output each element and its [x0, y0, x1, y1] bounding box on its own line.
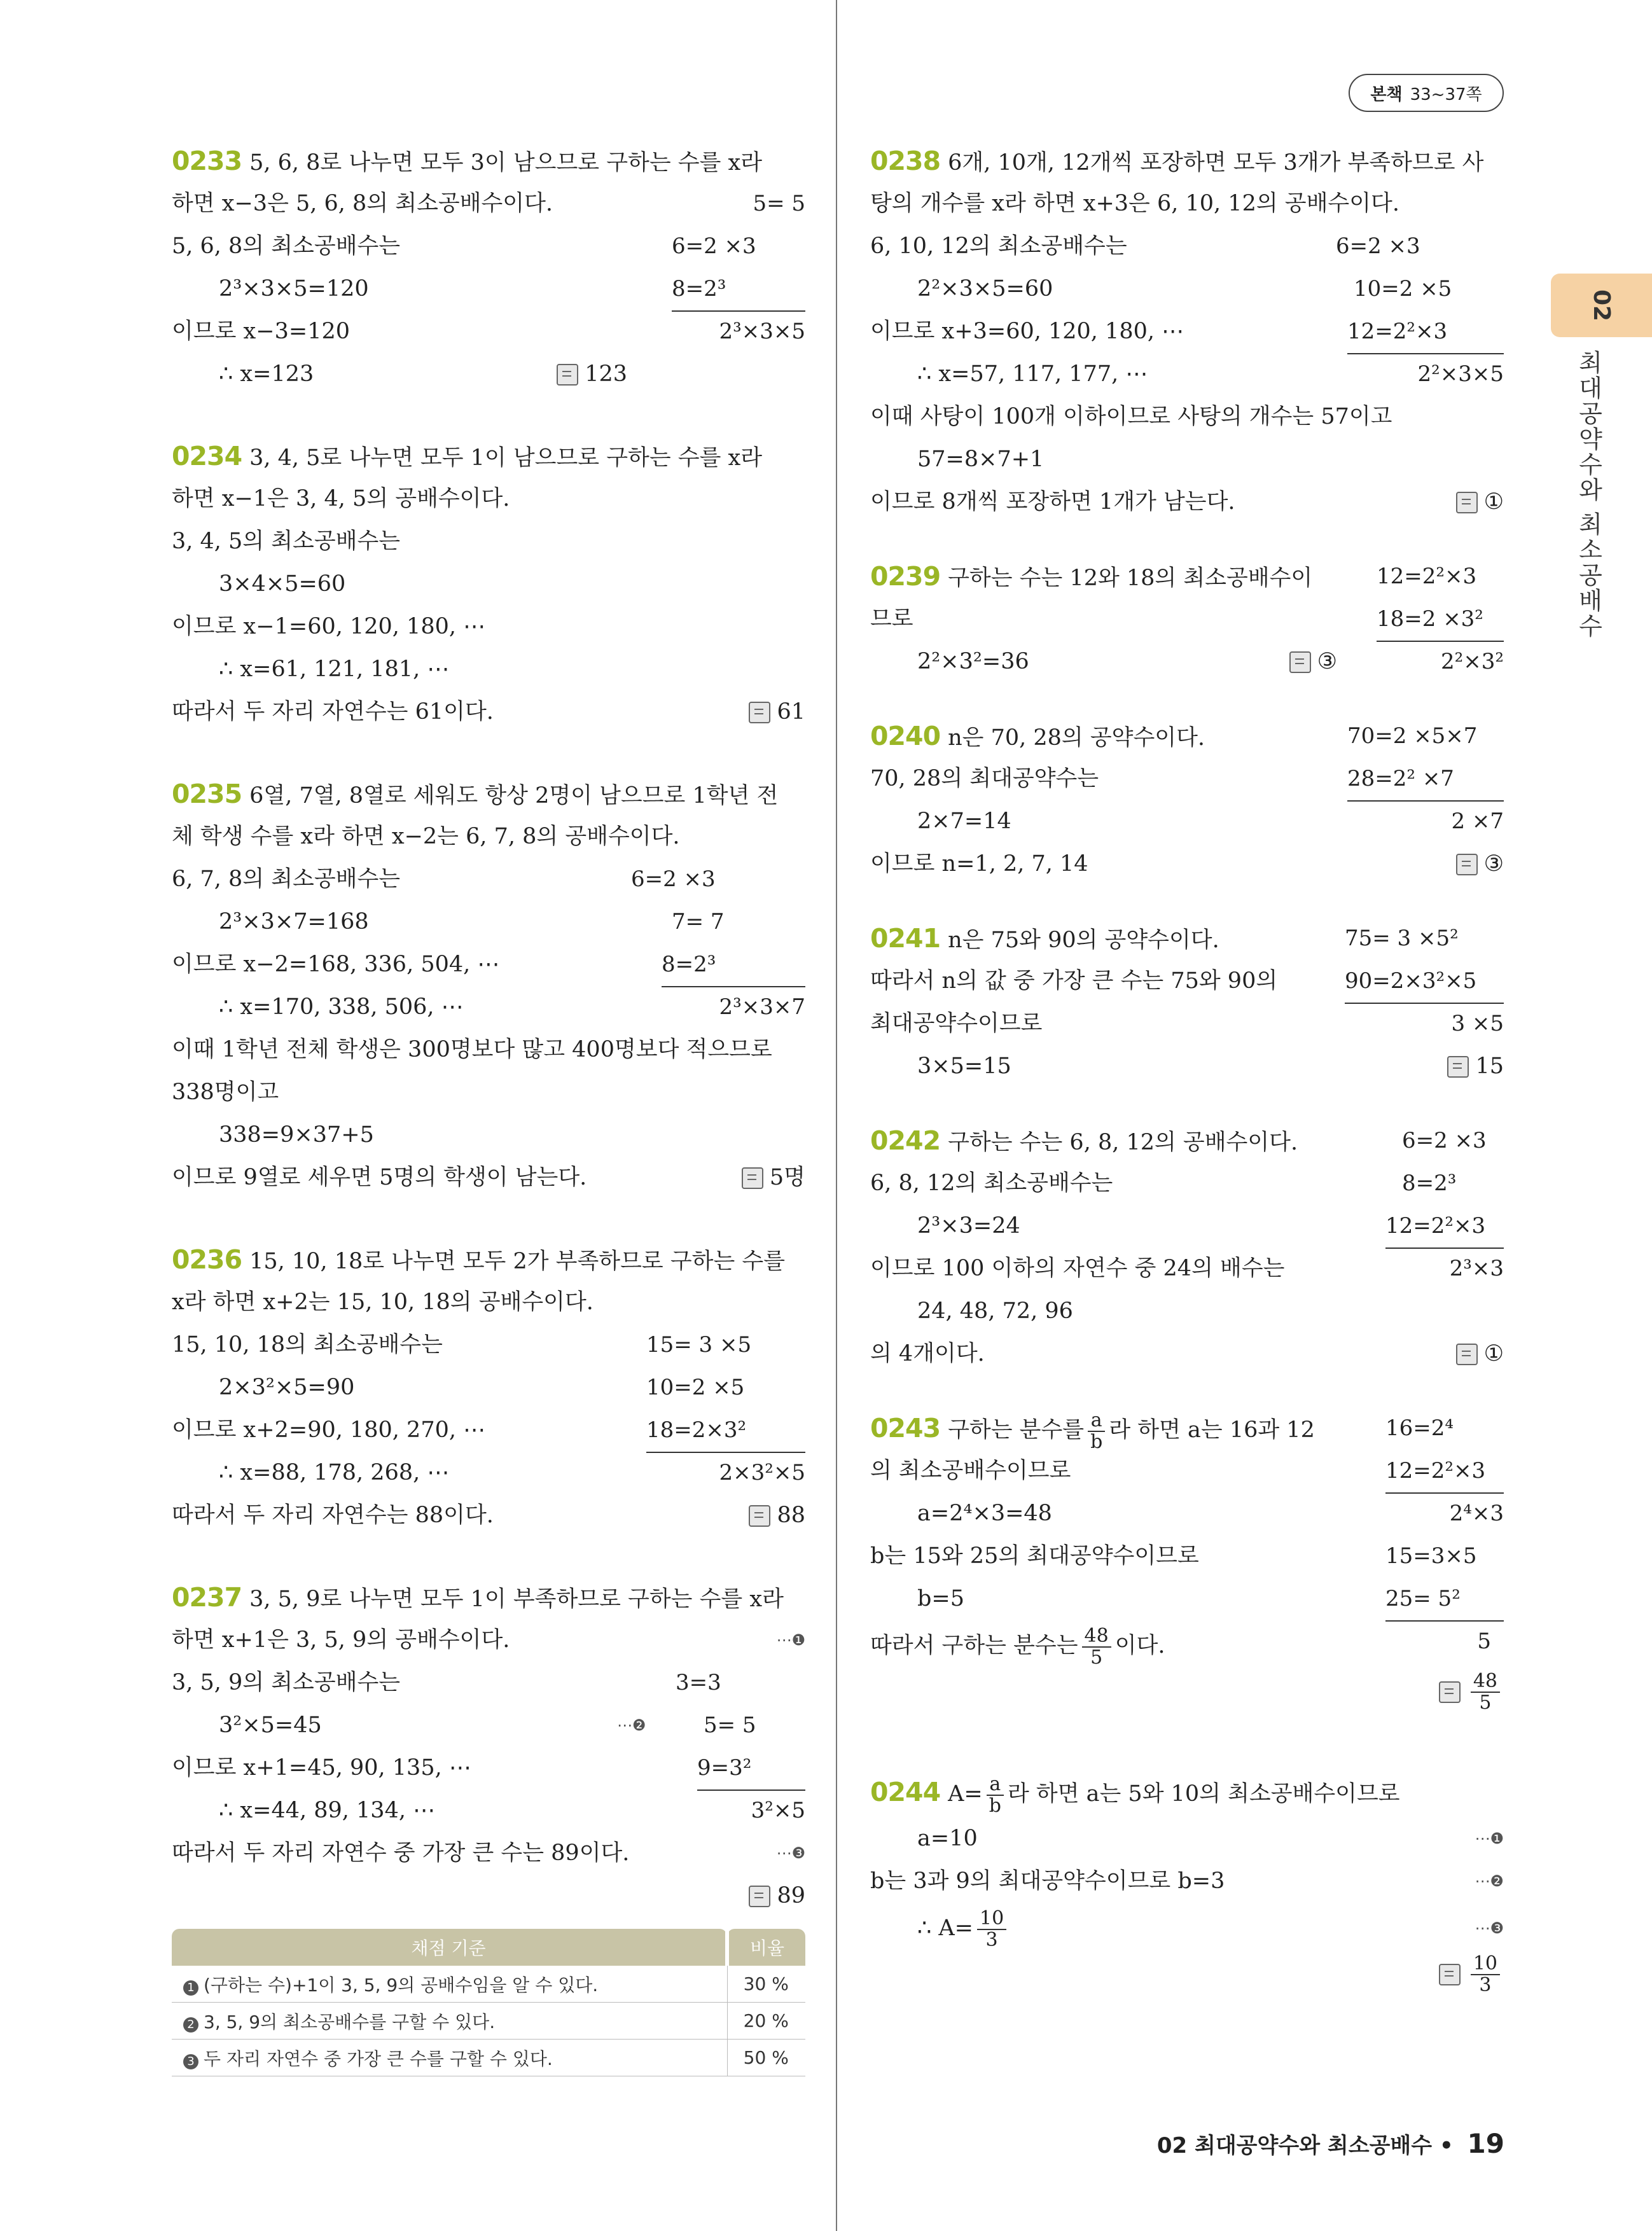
text-line: ∴ x=170, 338, 506, ⋯	[219, 994, 464, 1020]
fraction-a-over-b	[987, 1774, 1004, 1816]
factorization-result: 3 ×5	[1451, 1011, 1504, 1036]
factorization: 6=2 ×3	[1402, 1128, 1487, 1153]
text-line: 이다.	[1114, 1633, 1165, 1658]
text-line: 므로	[870, 606, 913, 632]
problem-0240	[870, 715, 1504, 886]
text-line: 이때 사탕이 100개 이하이므로 사탕의 개수는 57이고	[870, 404, 1392, 429]
factorization: 8=2³	[662, 943, 805, 987]
factorization: 8=2³	[672, 268, 805, 312]
denominator: b	[1090, 1430, 1103, 1453]
answer-icon	[1456, 492, 1478, 513]
factorization: 6=2 ×3	[1336, 233, 1420, 259]
chapter-number: 02	[1588, 289, 1614, 322]
fraction-result	[1082, 1626, 1111, 1667]
factorization-result: 2²×3²	[1440, 649, 1504, 674]
text-line: 2×7=14	[917, 809, 1011, 834]
text-line: ∴ x=61, 121, 181, ⋯	[219, 657, 450, 682]
footer-chapter: 02 최대공약수와 최소공배수	[1156, 2133, 1433, 2158]
column-divider	[836, 0, 837, 2231]
problem-0237	[172, 1576, 805, 2076]
answer-value: ①	[1483, 489, 1504, 515]
factorization: 15=3×5	[1385, 1543, 1477, 1569]
numerator: a	[1088, 1410, 1105, 1432]
step-marker-3: ⋯❸	[1475, 1919, 1504, 1937]
criteria-text: 두 자리 자연수 중 가장 큰 수를 구할 수 있다.	[204, 2048, 553, 2069]
answer-value: ③	[1317, 649, 1337, 674]
scoring-table	[172, 1929, 805, 2076]
text-line: a=2⁴×3=48	[917, 1501, 1052, 1526]
answer-icon	[1456, 1344, 1478, 1365]
problem-0233	[172, 140, 805, 396]
text-line: 338=9×37+5	[219, 1122, 374, 1148]
problem-number: 0236	[172, 1244, 242, 1275]
answer	[749, 691, 805, 733]
factorization: 12=2²×3	[1385, 1450, 1504, 1494]
factorization: 12=2²×3	[1385, 1205, 1504, 1249]
text-line: 하면 x+1은 3, 5, 9의 공배수이다.	[172, 1627, 510, 1653]
text-line: b=5	[917, 1586, 964, 1611]
step-marker-1: ⋯❶	[1475, 1830, 1504, 1847]
answer-value: 123	[585, 361, 627, 387]
problem-0238	[870, 140, 1504, 524]
denominator: 5	[1479, 1691, 1492, 1714]
page-range: 33~37쪽	[1410, 85, 1482, 104]
fraction-a-over-b	[1088, 1410, 1105, 1452]
criteria-header: 채점 기준	[172, 1929, 727, 1966]
problem-number: 0234	[172, 441, 242, 471]
text-line: 의 최소공배수이므로	[870, 1458, 1071, 1484]
text-line: 2²×3×5=60	[917, 276, 1053, 302]
text-line: 이므로 100 이하의 자연수 중 24의 배수는	[870, 1256, 1285, 1281]
denominator: 5	[1090, 1646, 1103, 1669]
fraction-result	[977, 1908, 1006, 1950]
answer	[749, 1875, 805, 1917]
text-line: 따라서 구하는 분수는	[870, 1633, 1078, 1658]
answer	[1456, 1333, 1504, 1375]
factorization: 12=2²×3	[1347, 310, 1504, 354]
step-circle-icon: 1	[183, 1980, 198, 1996]
factorization: 18=2×3²	[646, 1409, 805, 1453]
text-line: 구하는 수는 12와 18의 최소공배수이	[948, 566, 1313, 591]
text-line: ∴ x=57, 117, 177, ⋯	[917, 361, 1148, 387]
text-line: 3²×5=45	[219, 1713, 322, 1738]
text-line: 이때 1학년 전체 학생은 300명보다 많고 400명보다 적으므로	[172, 1037, 772, 1062]
problem-0234	[172, 435, 805, 733]
problem-number: 0242	[870, 1125, 941, 1156]
problem-0236	[172, 1239, 805, 1537]
text-line: 15, 10, 18로 나누면 모두 2가 부족하므로 구하는 수를	[249, 1249, 786, 1274]
text-line: 이므로 9열로 세우면 5명의 학생이 남는다.	[172, 1165, 587, 1190]
factorization-result: 2 ×7	[1451, 809, 1504, 834]
text-line: 3×4×5=60	[219, 571, 346, 597]
text-line: 하면 x−3은 5, 6, 8의 최소공배수이다.	[172, 191, 553, 216]
ratio-value: 50 %	[727, 2040, 805, 2076]
step-marker-2: ⋯❷	[1475, 1872, 1504, 1890]
factorization: 15= 3 ×5	[646, 1332, 752, 1358]
answer-icon	[1439, 1964, 1461, 1985]
factorization-result: 3²×5	[751, 1798, 805, 1823]
text-line: 2³×3=24	[917, 1213, 1020, 1239]
denominator: b	[989, 1794, 1001, 1817]
text-line: 이므로 x+2=90, 180, 270, ⋯	[172, 1417, 486, 1443]
answer-icon	[749, 702, 770, 723]
text-line: 3, 5, 9로 나누면 모두 1이 부족하므로 구하는 수를 x라	[249, 1587, 784, 1612]
factorization-result: 2⁴×3	[1449, 1501, 1504, 1526]
text-line: 따라서 두 자리 자연수는 61이다.	[172, 699, 494, 725]
table-row	[172, 2040, 805, 2076]
page-footer	[1157, 2128, 1504, 2159]
answer-icon	[1439, 1681, 1461, 1703]
text-line: 구하는 분수를	[948, 1417, 1085, 1443]
text-line: 3×5=15	[917, 1053, 1011, 1079]
text-line: 3, 4, 5로 나누면 모두 1이 남으므로 구하는 수를 x라	[249, 445, 763, 471]
text-line: 이므로 x−1=60, 120, 180, ⋯	[172, 614, 486, 639]
factorization: 70=2 ×5×7	[1347, 723, 1478, 749]
answer-value: 5명	[769, 1165, 805, 1190]
criteria-text: (구하는 수)+1이 3, 5, 9의 공배수임을 알 수 있다.	[204, 1974, 599, 1996]
factorization: 10=2 ×5	[1354, 276, 1452, 302]
problem-number: 0241	[870, 923, 941, 954]
factorization-result: 2³×3	[1449, 1256, 1504, 1281]
text-line: 3, 5, 9의 최소공배수는	[172, 1670, 401, 1695]
answer	[1447, 1045, 1504, 1088]
answer-fraction	[1471, 1671, 1500, 1713]
text-line: 의 4개이다.	[870, 1341, 985, 1366]
text-line: 체 학생 수를 x라 하면 x−2는 6, 7, 8의 공배수이다.	[172, 824, 680, 849]
answer-icon	[749, 1505, 770, 1527]
factorization: 6=2 ×3	[672, 233, 756, 259]
numerator: 48	[1082, 1626, 1111, 1648]
factorization-result: 5	[1477, 1629, 1491, 1654]
page-number: 19	[1467, 2128, 1504, 2159]
text-line: n은 75와 90의 공약수이다.	[948, 928, 1219, 953]
problem-number: 0244	[870, 1777, 941, 1807]
answer	[1289, 641, 1337, 683]
text-line: 이므로 8개씩 포장하면 1개가 남는다.	[870, 489, 1235, 515]
answer	[742, 1157, 805, 1199]
answer-icon	[749, 1886, 770, 1907]
answer	[1439, 1671, 1504, 1713]
chapter-tab[interactable]	[1551, 274, 1652, 337]
denominator: 3	[1479, 1973, 1492, 1996]
answer-fraction	[1471, 1954, 1500, 1995]
text-line: 5, 6, 8의 최소공배수는	[172, 233, 401, 259]
answer	[749, 1494, 805, 1537]
book-label: 본책	[1370, 85, 1403, 104]
text-line: ∴ x=123	[219, 361, 314, 387]
answer-icon	[1456, 854, 1478, 875]
factorization-result: 2²×3×5	[1417, 361, 1504, 387]
answer-value: ③	[1483, 851, 1504, 877]
text-line: 이므로 x−2=168, 336, 504, ⋯	[172, 952, 500, 977]
text-line: 라 하면 a는 5와 10의 최소공배수이므로	[1007, 1781, 1400, 1807]
factorization: 9=3²	[697, 1747, 805, 1791]
denominator: 3	[985, 1928, 998, 1951]
step-marker-1: ⋯❶	[776, 1631, 805, 1649]
text-line: 따라서 두 자리 자연수는 88이다.	[172, 1503, 494, 1528]
text-line: b는 3과 9의 최대공약수이므로 b=3	[870, 1868, 1225, 1894]
factorization: 7= 7	[672, 909, 725, 935]
text-line: 이므로 x+1=45, 90, 135, ⋯	[172, 1755, 471, 1781]
text-line: 라 하면 a는 16과 12	[1109, 1417, 1315, 1443]
text-line: 따라서 두 자리 자연수 중 가장 큰 수는 89이다.	[172, 1840, 630, 1866]
problem-number: 0239	[870, 561, 941, 592]
text-line: 2³×3×7=168	[219, 909, 369, 935]
factorization: 8=2³	[1402, 1171, 1457, 1196]
text-line: x라 하면 x+2는 15, 10, 18의 공배수이다.	[172, 1289, 593, 1315]
text-line: 3, 4, 5의 최소공배수는	[172, 529, 401, 554]
text-line: n은 70, 28의 공약수이다.	[948, 725, 1205, 751]
answer-value: 61	[777, 699, 805, 725]
text-line: 2³×3×5=120	[219, 276, 369, 302]
problem-number: 0237	[172, 1582, 242, 1613]
text-line: b는 15와 25의 최대공약수이므로	[870, 1543, 1199, 1569]
factorization-result: 2³×3×5	[719, 319, 805, 344]
text-line: 24, 48, 72, 96	[917, 1298, 1073, 1324]
text-line: 57=8×7+1	[917, 447, 1045, 472]
answer	[557, 353, 627, 396]
answer-value: 89	[777, 1883, 805, 1908]
answer-value: 15	[1475, 1053, 1504, 1079]
factorization-result: 2³×3×7	[719, 994, 805, 1020]
step-marker-2: ⋯❷	[617, 1716, 646, 1734]
answer	[1439, 1954, 1504, 1995]
answer-icon	[557, 364, 578, 386]
factorization: 10=2 ×5	[646, 1375, 745, 1400]
numerator: 10	[977, 1908, 1006, 1930]
numerator: a	[987, 1774, 1004, 1796]
text-line: 이므로 x−3=120	[172, 319, 351, 344]
text-line: ∴ x=88, 178, 268, ⋯	[219, 1460, 450, 1485]
text-line: 2×3²×5=90	[219, 1375, 355, 1400]
problem-0242	[870, 1120, 1504, 1375]
answer-icon	[1447, 1056, 1469, 1078]
text-line: 최대공약수이므로	[870, 1011, 1043, 1036]
answer-icon	[1289, 651, 1311, 673]
factorization: 75= 3 ×5²	[1345, 926, 1459, 951]
text-line: 따라서 n의 값 중 가장 큰 수는 75와 90의	[870, 968, 1278, 994]
text-line: 6열, 7열, 8열로 세워도 항상 2명이 남으므로 1학년 전	[249, 783, 779, 809]
problem-number: 0238	[870, 146, 941, 176]
text-line: 이므로 x+3=60, 120, 180, ⋯	[870, 319, 1184, 344]
problem-0243	[870, 1407, 1504, 1728]
problem-0244	[870, 1767, 1504, 2011]
table-row	[172, 2003, 805, 2040]
answer	[1456, 481, 1504, 524]
text-line: 탕의 개수를 x라 하면 x+3은 6, 10, 12의 공배수이다.	[870, 191, 1399, 216]
ratio-value: 30 %	[727, 1966, 805, 2003]
factorization-result: 2×3²×5	[719, 1460, 805, 1485]
footer-bullet: •	[1439, 2133, 1454, 2158]
factorization: 5= 5	[704, 1713, 756, 1738]
text-line: 6, 10, 12의 최소공배수는	[870, 233, 1127, 259]
ratio-header: 비율	[727, 1929, 805, 1966]
problem-number: 0243	[870, 1413, 941, 1443]
step-circle-icon: 2	[183, 2017, 198, 2033]
text-line: 2²×3²=36	[917, 649, 1029, 674]
factorization: 18=2 ×3²	[1377, 598, 1504, 642]
text-line: 15, 10, 18의 최소공배수는	[172, 1332, 443, 1358]
factorization: 3=3	[676, 1670, 721, 1695]
criteria-text: 3, 5, 9의 최소공배수를 구할 수 있다.	[204, 2011, 496, 2033]
text-line: 70, 28의 최대공약수는	[870, 766, 1099, 791]
factorization: 5= 5	[753, 191, 805, 216]
problem-0235	[172, 773, 805, 1199]
chapter-side-title: 최대공약수와 최소공배수	[1574, 350, 1602, 639]
answer-value: 88	[777, 1503, 805, 1528]
text-line: 구하는 수는 6, 8, 12의 공배수이다.	[948, 1130, 1298, 1155]
problem-number: 0233	[172, 146, 242, 176]
text-line: 5, 6, 8로 나누면 모두 3이 남으므로 구하는 수를 x라	[249, 150, 763, 176]
answer	[1456, 843, 1504, 886]
text-line: 6개, 10개, 12개씩 포장하면 모두 3개가 부족하므로 사	[948, 150, 1484, 176]
problem-0241	[870, 917, 1504, 1088]
text-line: A=	[948, 1781, 983, 1807]
factorization: 90=2×3²×5	[1345, 960, 1504, 1004]
factorization: 12=2²×3	[1377, 564, 1477, 589]
text-line: 6, 8, 12의 최소공배수는	[870, 1171, 1113, 1196]
step-marker-3: ⋯❸	[776, 1844, 805, 1862]
problem-number: 0235	[172, 779, 242, 809]
text-line: a=10	[917, 1826, 978, 1851]
ratio-value: 20 %	[727, 2003, 805, 2040]
answer-icon	[742, 1167, 763, 1189]
left-column	[172, 140, 805, 2076]
answer-value: ①	[1483, 1341, 1504, 1366]
factorization: 28=2² ×7	[1347, 758, 1504, 802]
text-line: 338명이고	[172, 1080, 279, 1105]
right-column	[870, 140, 1504, 2050]
step-circle-icon: 3	[183, 2054, 198, 2069]
text-line: ∴ x=44, 89, 134, ⋯	[219, 1798, 436, 1823]
text-line: ∴ A=	[917, 1915, 973, 1941]
text-line: 하면 x−1은 3, 4, 5의 공배수이다.	[172, 486, 510, 511]
factorization: 16=2⁴	[1385, 1415, 1454, 1441]
factorization: 25= 5²	[1385, 1578, 1504, 1622]
problem-0239	[870, 555, 1504, 683]
page-reference-badge	[1349, 74, 1504, 112]
table-row	[172, 1966, 805, 2003]
factorization: 6=2 ×3	[631, 866, 716, 892]
problem-number: 0240	[870, 721, 941, 751]
numerator: 48	[1471, 1671, 1500, 1693]
text-line: 6, 7, 8의 최소공배수는	[172, 866, 401, 892]
numerator: 10	[1471, 1954, 1500, 1975]
text-line: 이므로 n=1, 2, 7, 14	[870, 851, 1088, 877]
